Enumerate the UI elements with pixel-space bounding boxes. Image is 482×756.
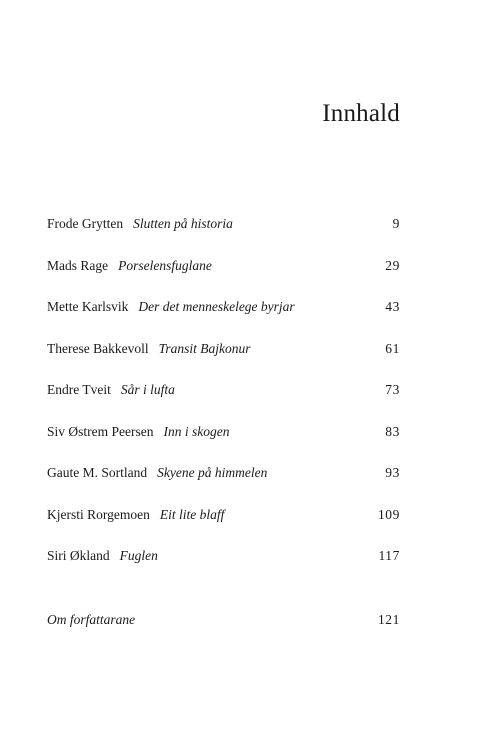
toc-author: Mads Rage	[47, 257, 109, 273]
toc-page-number: 109	[377, 506, 400, 522]
toc-page-number: 73	[385, 382, 400, 397]
toc-story-title: Eit lite blaff	[159, 506, 225, 522]
toc-author: Frode Grytten	[47, 216, 124, 231]
toc-entry	[47, 505, 400, 547]
toc-page-number: 117	[378, 548, 400, 563]
toc-author: Siv Østrem Peersen	[47, 423, 154, 439]
toc-about-authors-label: Om forfattarane	[47, 612, 136, 627]
toc-page-number: 83	[385, 423, 400, 439]
toc-entry	[47, 546, 400, 588]
toc-story-title: Skyene på himmelen	[157, 465, 268, 480]
toc-entry	[47, 297, 400, 339]
toc-author: Therese Bakkevoll	[47, 340, 149, 356]
toc-entry-about-authors	[47, 610, 400, 632]
toc-story-title: Fuglen	[119, 548, 158, 563]
toc-author: Siri Økland	[47, 548, 110, 563]
toc-entry	[47, 463, 400, 505]
toc-page-number: 93	[385, 465, 400, 480]
toc-author: Gaute M. Sortland	[47, 465, 148, 480]
toc-entry	[47, 422, 400, 464]
toc-author: Mette Karlsvik	[47, 299, 129, 314]
toc-story-title: Porselensfuglane	[118, 257, 212, 273]
toc-page-number: 121	[377, 612, 400, 627]
table-of-contents	[47, 214, 400, 588]
toc-author: Kjersti Rorgemoen	[47, 506, 150, 522]
toc-entry	[47, 214, 400, 256]
toc-story-title: Inn i skogen	[163, 423, 230, 439]
page-title: Innhald	[322, 100, 400, 127]
toc-page-number: 9	[392, 216, 400, 231]
toc-page-number: 29	[385, 257, 400, 273]
toc-story-title: Sår i lufta	[120, 382, 175, 397]
toc-page-number: 61	[385, 340, 400, 356]
toc-entry	[47, 339, 400, 381]
toc-story-title: Slutten på historia	[133, 216, 233, 231]
toc-author: Endre Tveit	[47, 382, 111, 397]
toc-story-title: Transit Bajkonur	[158, 340, 251, 356]
toc-entry	[47, 380, 400, 422]
toc-entry	[47, 256, 400, 298]
toc-story-title: Der det menneskelege byrjar	[138, 299, 295, 314]
toc-page-number: 43	[385, 299, 400, 314]
